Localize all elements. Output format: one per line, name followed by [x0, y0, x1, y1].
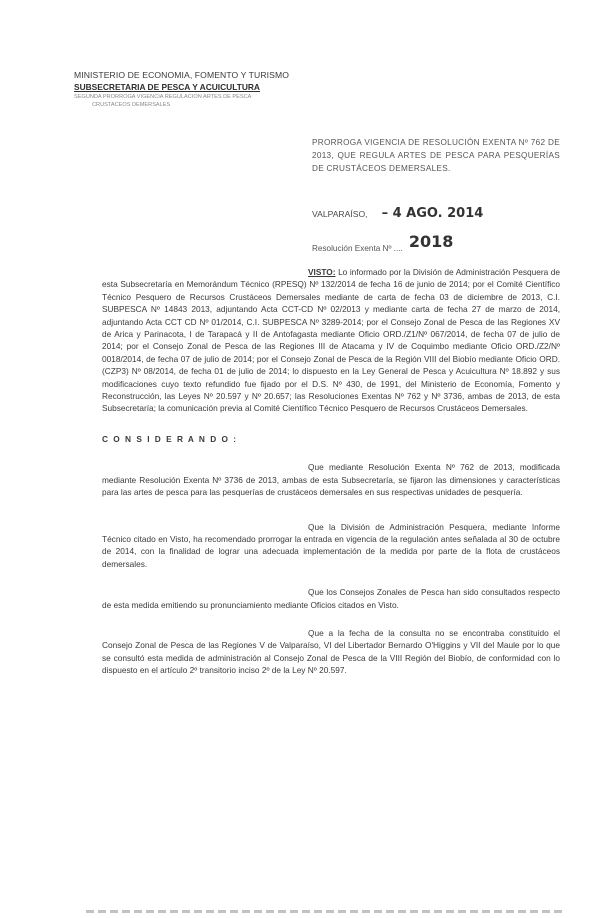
visto-label: VISTO: — [308, 267, 336, 277]
document-title: PRORROGA VIGENCIA DE RESOLUCIÓN EXENTA Nº 762 DE 2013, QUE REGULA ARTES DE PESCA PARA PESQUERÍAS DE CRUSTÁCEOS DEMERSALES. — [312, 138, 560, 173]
visto-paragraph — [102, 266, 560, 415]
letterhead — [74, 70, 304, 109]
resolution-number-line — [312, 232, 454, 255]
considerando-paragraph-1: Que mediante Resolución Exenta Nº 762 de 2013, modificada mediante Resolución Exenta Nº 3736 de 2013, ambas de esta Subsecretaría, se fijaron las dimensiones y características para las artes de pesca para las pesquerías de crustáceos demersales en sus respectivas unidades de pesquería. — [102, 462, 560, 498]
place-label: VALPARAÍSO, — [312, 209, 368, 219]
considerando-paragraph-3: Que los Consejos Zonales de Pesca han sido consultados respecto de esta medida emitiendo su pronunciamiento mediante Oficios citados en Visto. — [102, 587, 560, 610]
document-body — [102, 266, 560, 677]
considerando-paragraph-4: Que a la fecha de la consulta no se encontraba constituido el Consejo Zonal de Pesca de las Regiones V de Valparaíso, VI del Libertador Bernardo O'Higgins y VII del Maule por lo que se consultó esta medida de administración al Consejo Zonal de Pesca de la VIII Región del Biobío, de conformidad con lo dispuesto en el artículo 2º transitorio inciso 2º de la Ley Nº 20.597. — [102, 627, 560, 676]
considerando-heading: C O N S I D E R A N D O : — [102, 433, 238, 444]
ministry-name: MINISTERIO DE ECONOMIA, FOMENTO Y TURISMO — [74, 70, 289, 80]
reference-line-1: SEGUNDA PRORROGA VIGENCIA REGULACION ARTES DE PESCA — [74, 94, 252, 100]
date-stamp: – 4 AGO. 2014 — [381, 206, 484, 221]
visto-text: Lo informado por la División de Administración Pesquera de esta Subsecretaría en Memorándum Técnico (RPESQ) Nº 132/2014 de fecha 16 de junio de 2014; por el Comité Científico Técnico Pesquero de Recursos Crustáceos Demersales mediante de carta de fecha 03 de diciembre de 2013, C.I. SUBPESCA Nº 14843 2013, adjuntando Acta CCT-CD Nº 02/2013 y mediante carta de fecha 27 de marzo de 2014, adjuntando Acta CCT CD Nº 01/2014, C.I. SUBPESCA Nº 3289-2014; por el Consejo Zonal de Pesca de las Regiones XV de Arica y Parinacota, I de Tarapacá y II de Antofagasta mediante Oficio ORD./Z1/Nº 067/2014, de fecha 07 de julio de 2014; por el Consejo Zonal de Pesca de las Regiones III de Atacama y IV de Coquimbo mediante Oficio ORD./Z2/Nº 0018/2014, de fecha 07 de julio de 2014; por el Consejo Zonal de Pesca de la Región VIII del Biobío mediante Oficio ORD. (CZP3) Nº 08/2014, de fecha 01 de julio de 2014; lo dispuesto en la Ley General de Pesca y Acuicultura Nº 18.892 y sus modificaciones cuyo texto refundido fue fijado por el D.S. Nº 430, de 1991, del Ministerio de Economía, Fomento y Reconstrucción, las Leyes Nº 20.597 y Nº 20.657; las Resoluciones Exentas Nº 762 y Nº 3736, ambas de 2013, de esta Subsecretaría; la comunicación previa al Comité Científico Técnico Pesquero de Recursos Crustáceos Demersales. — [102, 267, 560, 414]
subsecretaria-name: SUBSECRETARIA DE PESCA Y ACUICULTURA — [74, 82, 260, 92]
resolution-number: 2018 — [408, 232, 454, 251]
considerando-paragraph-2: Que la División de Administración Pesquera, mediante Informe Técnico citado en Visto, ha recomendado prorrogar la entrada en vigencia de la regulación antes señalada al 30 de octubre de 2014, con la finalidad de lograr una adecuada implementación de la medida por parte de la flota de crustáceos demersales. — [102, 521, 560, 569]
place-date — [312, 206, 483, 221]
resolution-label: Resolución Exenta Nº .... — [312, 244, 403, 253]
reference-line-2: CRUSTACEOS DEMERSALES — [92, 102, 171, 108]
footer-scan-line — [86, 910, 566, 913]
